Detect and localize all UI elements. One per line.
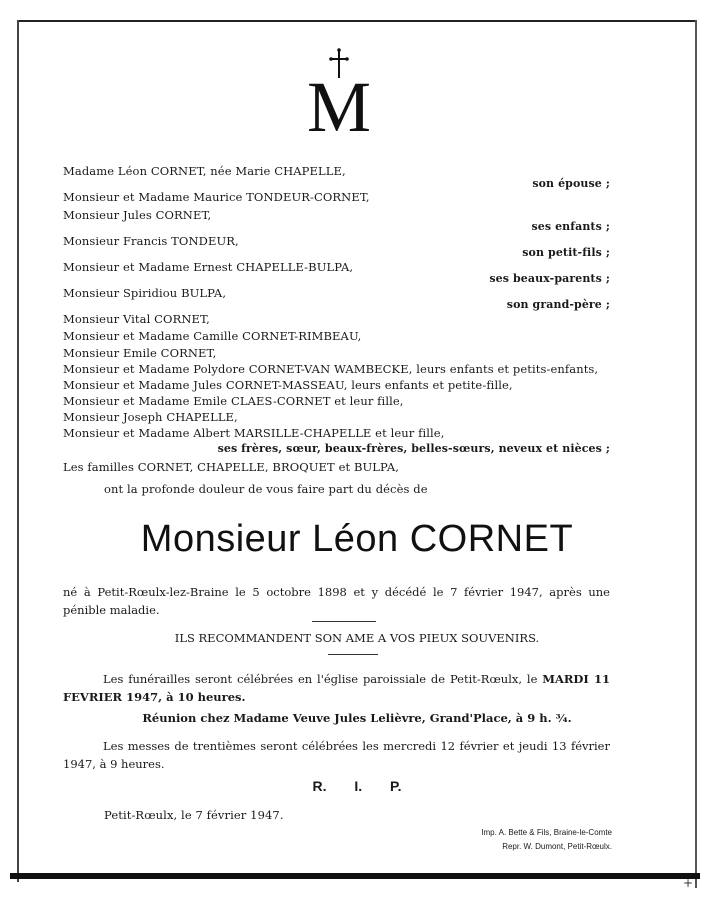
relation-label: son épouse ;: [532, 177, 610, 190]
family-member-line: Monsieur et Madame Polydore CORNET-VAN WAMBECKE, leurs enfants et petits-enfants,: [63, 362, 599, 376]
family-member-line: Monsieur Vital CORNET,: [63, 312, 210, 326]
cross-monogram-icon: [299, 48, 379, 138]
corner-cross-icon: +: [683, 876, 694, 890]
frame-bottom-border: [10, 873, 700, 879]
frame-right-border: [695, 20, 697, 888]
deceased-name: Monsieur Léon CORNET: [140, 518, 574, 560]
family-member-line: Monsieur Jules CORNET,: [63, 208, 212, 222]
family-member-line: Les familles CORNET, CHAPELLE, BROQUET et BULPA,: [63, 460, 399, 474]
relation-label: son grand-père ;: [506, 298, 610, 311]
meeting-text: Réunion chez Madame Veuve Jules Lelièvre, Grand'Place, à 9 h. ¾.: [142, 711, 572, 725]
divider-top: [312, 621, 376, 622]
funeral-date: MARDI 11 FEVRIER 1947, à 10 heures.: [63, 672, 610, 704]
funeral-text: Les funérailles seront célébrées en l'église paroissiale de Petit-Rœulx, le: [103, 672, 543, 686]
announcement-text: ont la profonde douleur de vous faire part du décès de: [104, 482, 428, 496]
family-member-line: Monsieur et Madame Ernest CHAPELLE-BULPA,: [63, 260, 354, 274]
printer-line-2: Repr. W. Dumont, Petit-Rœulx.: [502, 842, 612, 851]
funeral-paragraph: [63, 670, 610, 706]
family-member-line: Monsieur Spiridiou BULPA,: [63, 286, 227, 300]
family-member-line: Monsieur et Madame Camille CORNET-RIMBEAU,: [63, 329, 362, 343]
frame-left-border: [17, 20, 19, 882]
rip-text: R. I. P.: [312, 778, 402, 794]
family-member-line: Monsieur Joseph CHAPELLE,: [63, 410, 238, 424]
masses-text: Les messes de trentièmes seront célébrées les mercredi 12 février et jeudi 13 février 1947, à 9 heures.: [63, 739, 610, 771]
family-member-line: Monsieur et Madame Jules CORNET-MASSEAU, leurs enfants et petite-fille,: [63, 378, 513, 392]
relation-label: ses beaux-parents ;: [489, 272, 610, 285]
prayer-text: ILS RECOMMANDENT SON AME A VOS PIEUX SOUVENIRS.: [174, 631, 540, 645]
family-member-line: Monsieur et Madame Maurice TONDEUR-CORNET,: [63, 190, 370, 204]
birth-death-text: né à Petit-Rœulx-lez-Braine le 5 octobre 1898 et y décédé le 7 février 1947, après une pénible maladie.: [63, 585, 610, 617]
printer-line-1: Imp. A. Bette & Fils, Braine-le-Comte: [481, 828, 612, 837]
family-member-line: Monsieur Emile CORNET,: [63, 346, 217, 360]
relation-label: ses frères, sœur, beaux-frères, belles-sœurs, neveux et nièces ;: [217, 442, 610, 455]
monogram-letter: M: [306, 67, 372, 138]
divider-bottom: [328, 654, 378, 655]
relation-label: son petit-fils ;: [522, 246, 610, 259]
family-member-line: Monsieur et Madame Albert MARSILLE-CHAPELLE et leur fille,: [63, 426, 445, 440]
place-date-text: Petit-Rœulx, le 7 février 1947.: [104, 808, 284, 822]
family-member-line: Monsieur et Madame Emile CLAES-CORNET et leur fille,: [63, 394, 404, 408]
relation-label: ses enfants ;: [531, 220, 610, 233]
family-member-line: Monsieur Francis TONDEUR,: [63, 234, 239, 248]
family-member-line: Madame Léon CORNET, née Marie CHAPELLE,: [63, 164, 346, 178]
frame-top-border: [18, 20, 696, 22]
